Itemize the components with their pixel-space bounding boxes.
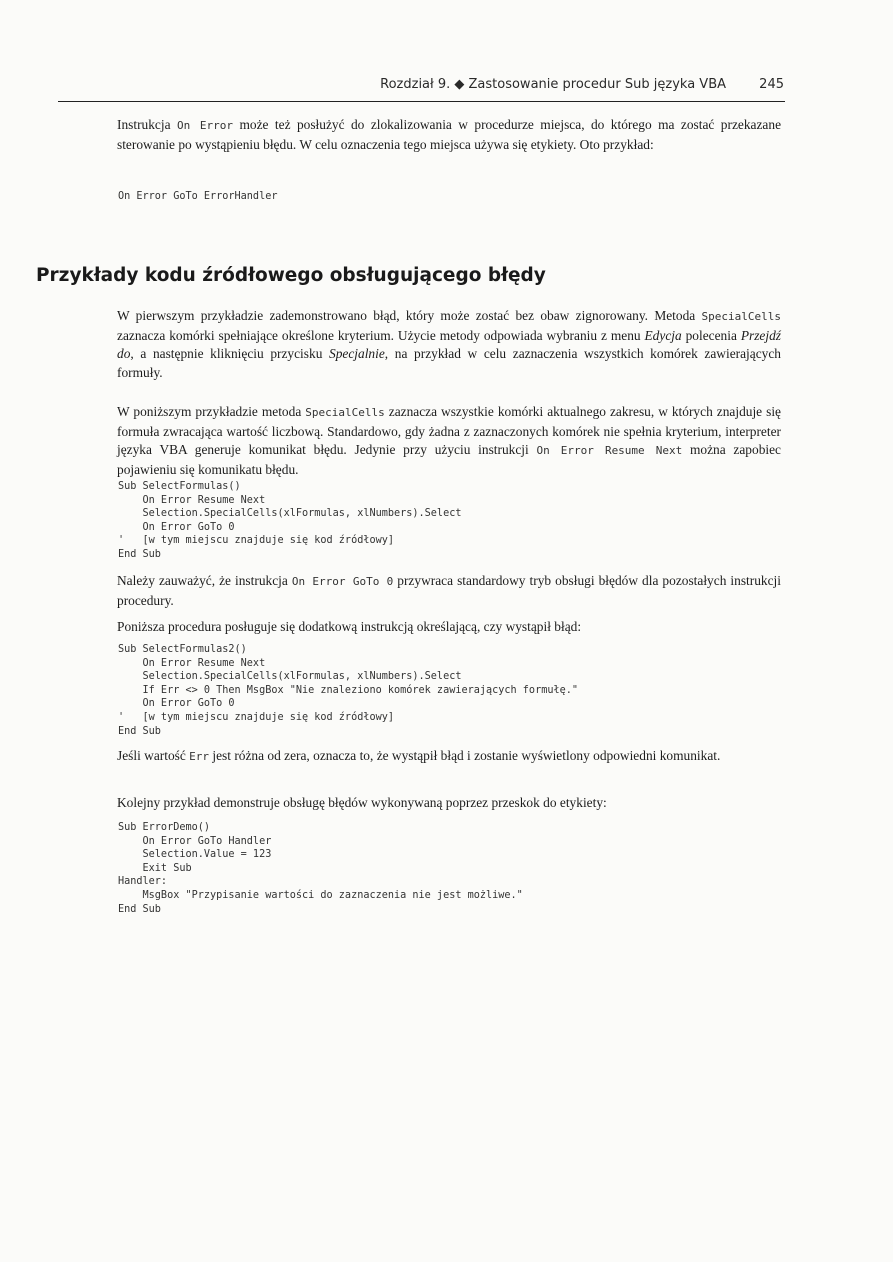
text-run: zaznacza wszystkie komórki aktualnego zakresu, w których znajduje się formuła zwracająca wartość liczbową. Standardowo, gdy żadna z zaznaczonych komórek nie spełnia kryterium, interpreter języka VBA generuje komunikat błędu. Jedynie przy użyciu instrukcji <box>117 404 781 457</box>
text-run: W pierwszym przykładzie zademonstrowano błąd, który może zostać bez obaw zignorowany. Metoda <box>117 308 702 323</box>
paragraph-first-example <box>117 307 781 382</box>
text-run: jest różna od zera, oznacza to, że wystąpił błąd i zostanie wyświetlony odpowiedni komunikat. <box>209 748 721 763</box>
code-block-selectformulas2: Sub SelectFormulas2() On Error Resume Next Selection.SpecialCells(xlFormulas, xlNumbers).Select If Err <> 0 Then MsgBox "Nie znaleziono komórek zawierających formułę." On Error GoTo 0 ' [w tym miejscu znajduje się kod źródłowy] End Sub <box>118 644 579 737</box>
text-run: , a następnie kliknięciu przycisku <box>130 346 330 361</box>
paragraph-specialcells <box>117 403 781 479</box>
text-run: Jeśli wartość <box>117 748 190 763</box>
paragraph-err-value <box>117 747 781 767</box>
paragraph-on-error-goto-0 <box>117 572 781 610</box>
paragraph-label-jump: Kolejny przykład demonstruje obsługę błędów wykonywaną poprzez przeskok do etykiety: <box>117 795 607 810</box>
text-run: , na przykład w celu zaznaczenia wszystkich komórek zawierających formuły. <box>117 346 781 380</box>
command-name: Przejdź do <box>117 327 781 361</box>
text-run: może też posłużyć do zlokalizowania w procedurze miejsca, do którego ma zostać przekazane sterowanie po wystąpieniu błędu. W celu oznaczenia tego miejsca używa się etykiety. Oto przykład: <box>117 117 782 152</box>
intro-paragraph <box>117 116 781 154</box>
code-block-label-example: On Error GoTo ErrorHandler <box>118 191 278 202</box>
text-run: Instrukcja <box>117 117 177 132</box>
text-run: można zapobiec pojawieniu się komunikatu błędu. <box>117 442 781 477</box>
header-rule <box>58 101 785 102</box>
section-heading: Przykłady kodu źródłowego obsługującego błędy <box>36 265 546 286</box>
code-block-selectformulas: Sub SelectFormulas() On Error Resume Next Selection.SpecialCells(xlFormulas, xlNumbers).Select On Error GoTo 0 ' [w tym miejscu znajduje się kod źródłowy] End Sub <box>118 481 462 560</box>
inline-code: SpecialCells <box>305 406 385 419</box>
page-header <box>62 77 784 101</box>
text-run: zaznacza komórki spełniające określone kryterium. Użycie metody odpowiada wybraniu z menu <box>117 327 645 343</box>
inline-code: Err <box>189 750 210 763</box>
code-block-errordemo: Sub ErrorDemo() On Error GoTo Handler Selection.Value = 123 Exit Sub Handler: MsgBox "Przypisanie wartości do zaznaczenia nie jest możliwe." End Sub <box>118 822 523 915</box>
inline-code: SpecialCells <box>701 310 781 323</box>
button-name: Specjalnie <box>329 346 385 361</box>
paragraph-additional-check: Poniższa procedura posługuje się dodatkową instrukcją określającą, czy wystąpił błąd: <box>117 619 582 634</box>
inline-code: On Error Resume Next <box>536 444 683 457</box>
text-run: przywraca standardowy tryb obsługi błędów dla pozostałych instrukcji procedury. <box>117 573 781 608</box>
inline-code: On Error <box>176 119 234 132</box>
text-run: polecenia <box>681 327 741 343</box>
inline-code: On Error GoTo 0 <box>291 575 394 588</box>
page-number: 245 <box>759 77 784 92</box>
running-title: Rozdział 9. ◆ Zastosowanie procedur Sub języka VBA <box>380 77 726 92</box>
menu-name: Edycja <box>644 327 682 343</box>
text-run: W poniższym przykładzie metoda <box>117 404 306 419</box>
text-run: Należy zauważyć, że instrukcja <box>117 573 292 588</box>
